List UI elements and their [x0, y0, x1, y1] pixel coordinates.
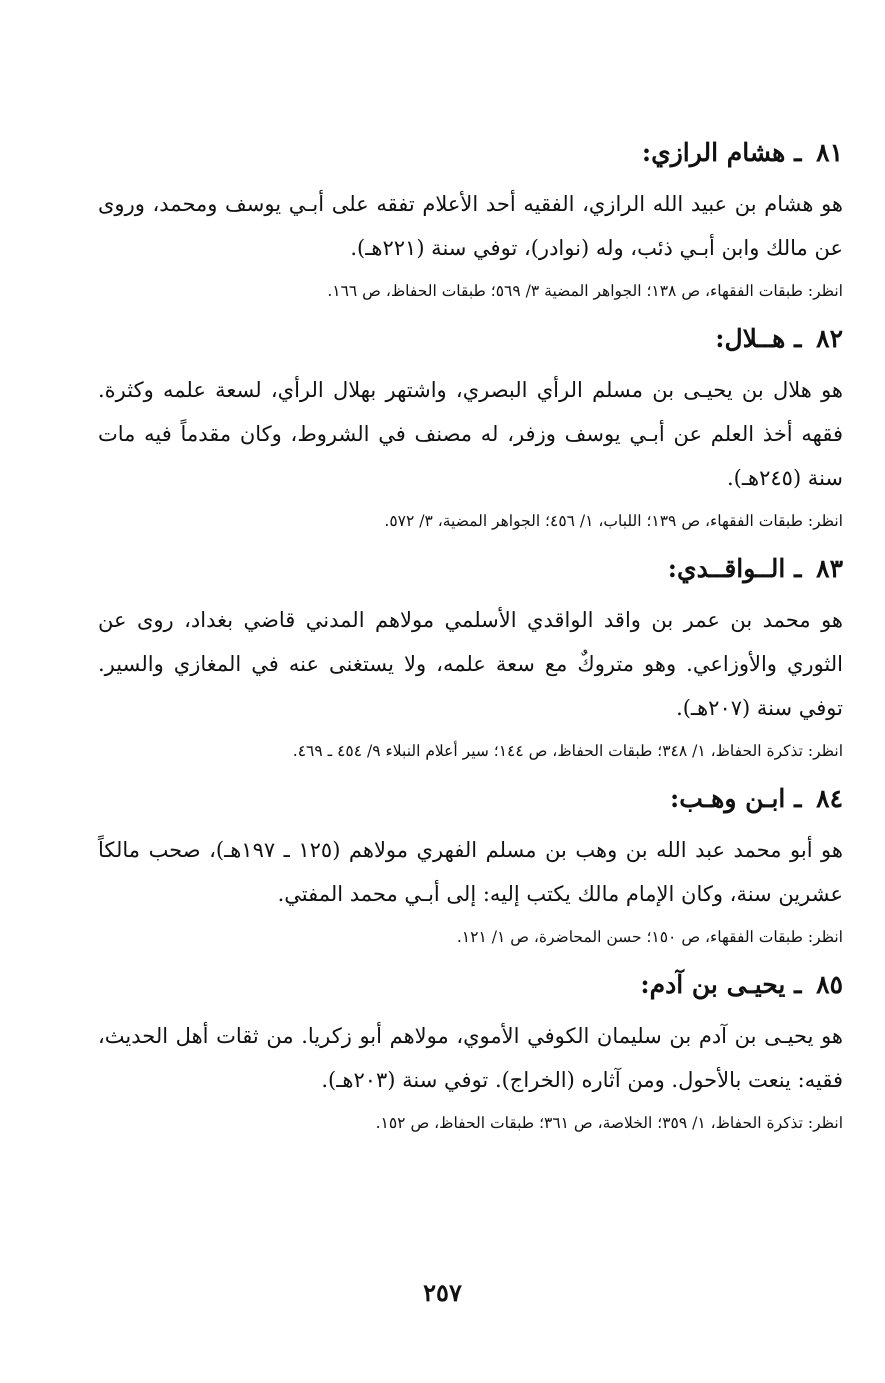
entry-heading [98, 774, 843, 824]
page-number: ٢٥٧ [423, 1278, 462, 1307]
entry-references: انظر: تذكرة الحفاظ، ١/ ٣٤٨؛ طبقات الحفاظ، ص ١٤٤؛ سير أعلام النبلاء ٩/ ٤٥٤ ـ ٤٦٩. [292, 742, 843, 760]
entry-83 [98, 544, 843, 766]
entry-name: هشام الرازي: [641, 138, 786, 167]
entry-heading [98, 960, 843, 1010]
entry-82 [98, 314, 843, 536]
entry-body: هو هلال بن يحيـى بن مسلم الرأي البصري، واشتهر بهلال الرأي، لسعة علمه وكثرة. فقهه أخذ العلم عن أبـي يوسف وزفر، له مصنف في الشروط، وكان مقدماً فيه مات سنة (٢٤٥هـ). [98, 378, 843, 490]
entry-references: انظر: طبقات الفقهاء، ص ١٣٨؛ الجواهر المضية ٣/ ٥٦٩؛ طبقات الحفاظ، ص ١٦٦. [327, 282, 843, 300]
entry-number: ٨٣ [816, 554, 843, 583]
entry-number: ٨٤ [816, 784, 843, 813]
entry-references: انظر: طبقات الفقهاء، ص ١٥٠؛ حسن المحاضرة، ص ١/ ١٢١. [456, 928, 843, 946]
entry-81 [98, 128, 843, 306]
entry-name: هــلال: [715, 324, 786, 353]
entry-heading [98, 128, 843, 178]
entry-dash: ـ [794, 138, 802, 167]
entry-body: هو يحيـى بن آدم بن سليمان الكوفي الأموي، مولاهم أبو زكريا. من ثقات أهل الحديث، فقيه: ينعت بالأحول. ومن آثاره (الخراج). توفي سنة (٢٠٣هـ). [98, 1024, 843, 1092]
entry-number: ٨٥ [816, 970, 843, 999]
entry-number: ٨٢ [816, 324, 843, 353]
entry-references: انظر: طبقات الفقهاء، ص ١٣٩؛ اللباب، ١/ ٤٥٦؛ الجواهر المضية، ٣/ ٥٧٢. [384, 512, 843, 530]
entry-body: هو أبو محمد عبد الله بن وهب بن مسلم الفهري مولاهم (١٢٥ ـ ١٩٧هـ)، صحب مالكاً عشرين سنة، وكان الإمام مالك يكتب إليه: إلى أبـي محمد المفتي. [98, 838, 843, 906]
entry-dash: ـ [794, 324, 802, 353]
entry-heading [98, 544, 843, 594]
entry-body: هو محمد بن عمر بن واقد الواقدي الأسلمي مولاهم المدني قاضي بغداد، روى عن الثوري والأوزاعي. وهو متروكٌ مع سعة علمه، ولا يستغنى عنه في المغازي والسير. توفي سنة (٢٠٧هـ). [98, 608, 843, 720]
page-content [98, 128, 843, 1146]
entry-heading [98, 314, 843, 364]
entry-84 [98, 774, 843, 952]
entry-number: ٨١ [816, 138, 843, 167]
entry-dash: ـ [794, 970, 802, 999]
entry-85 [98, 960, 843, 1138]
entry-name: ابـن وهـب: [670, 784, 786, 813]
entry-dash: ـ [794, 784, 802, 813]
entry-references: انظر: تذكرة الحفاظ، ١/ ٣٥٩؛ الخلاصة، ص ٣٦١؛ طبقات الحفاظ، ص ١٥٢. [375, 1114, 843, 1132]
entry-body: هو هشام بن عبيد الله الرازي، الفقيه أحد الأعلام تفقه على أبـي يوسف ومحمد، وروى عن مالك وابن أبـي ذئب، وله (نوادر)، توفي سنة (٢٢١هـ). [98, 192, 843, 260]
entry-name: يحيـى بن آدم: [640, 970, 786, 999]
entry-name: الــواقــدي: [667, 554, 786, 583]
entry-dash: ـ [794, 554, 802, 583]
